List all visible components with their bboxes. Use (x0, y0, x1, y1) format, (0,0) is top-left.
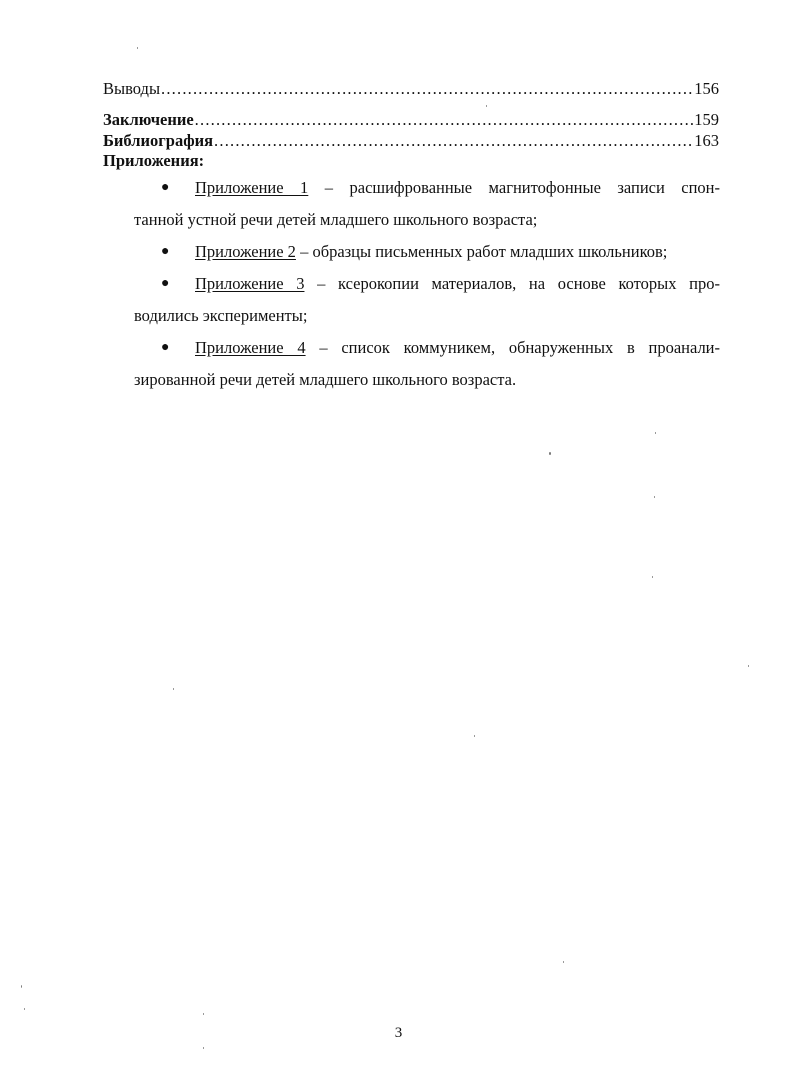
scan-speck (137, 47, 138, 49)
scan-speck (486, 105, 487, 107)
toc-entry-page: 159 (694, 110, 719, 129)
toc-entry-conclusions[interactable] (103, 79, 719, 99)
appendices-list (134, 172, 720, 396)
bullet-icon: ● (161, 276, 170, 291)
scan-speck (474, 735, 475, 737)
page-number: 3 (394, 1025, 403, 1041)
scan-speck (655, 432, 656, 434)
toc-entry-label: Заключение (103, 110, 194, 129)
appendix-ref-link[interactable]: Приложение 1 (195, 178, 309, 197)
toc-entry-summary[interactable] (103, 110, 719, 130)
list-item (134, 268, 720, 332)
toc-leader-dots (195, 110, 694, 130)
appendices-heading: Приложения: (103, 151, 205, 170)
toc-entry-page: 156 (694, 79, 719, 98)
scan-speck (203, 1047, 204, 1049)
scan-speck (654, 496, 655, 498)
toc-entry-label: Библиография (103, 131, 214, 150)
scan-speck (21, 985, 22, 988)
list-item-line: Приложение 3 – ксерокопии материалов, на основе которых про- (195, 274, 720, 293)
list-item-continuation: водились эксперименты; (134, 306, 308, 325)
list-item-line: Приложение 1 – расшифрованные магнитофонные записи спон- (195, 178, 721, 197)
list-item-line: Приложение 4 – список коммуникем, обнаруженных в проанали- (195, 338, 720, 357)
list-item-continuation: танной устной речи детей младшего школьного возраста; (134, 210, 538, 229)
toc-entry-bibliography[interactable] (103, 131, 719, 151)
appendix-ref-link[interactable]: Приложение 2 (195, 242, 296, 261)
bullet-icon: ● (161, 340, 170, 355)
bullet-icon: ● (161, 244, 170, 259)
bullet-icon: ● (161, 180, 170, 195)
toc-leader-dots (161, 79, 693, 99)
scan-speck (173, 688, 174, 690)
scan-speck (748, 665, 749, 667)
list-item (134, 236, 720, 268)
appendix-ref-link[interactable]: Приложение 4 (195, 338, 306, 357)
appendix-ref-link[interactable]: Приложение 3 (195, 274, 305, 293)
scan-speck (563, 961, 564, 963)
toc-entry-page: 163 (694, 131, 719, 150)
list-item (134, 172, 720, 236)
list-item-continuation: зированной речи детей младшего школьного возраста. (134, 370, 517, 389)
scan-speck (203, 1013, 204, 1015)
toc-entry-label: Выводы (103, 79, 161, 98)
toc-leader-dots (214, 131, 693, 151)
list-item (134, 332, 720, 396)
scan-speck (549, 452, 551, 455)
list-item-line: Приложение 2 – образцы письменных работ младших школьников; (195, 242, 668, 261)
scan-speck (24, 1008, 25, 1010)
scan-speck (652, 576, 653, 578)
